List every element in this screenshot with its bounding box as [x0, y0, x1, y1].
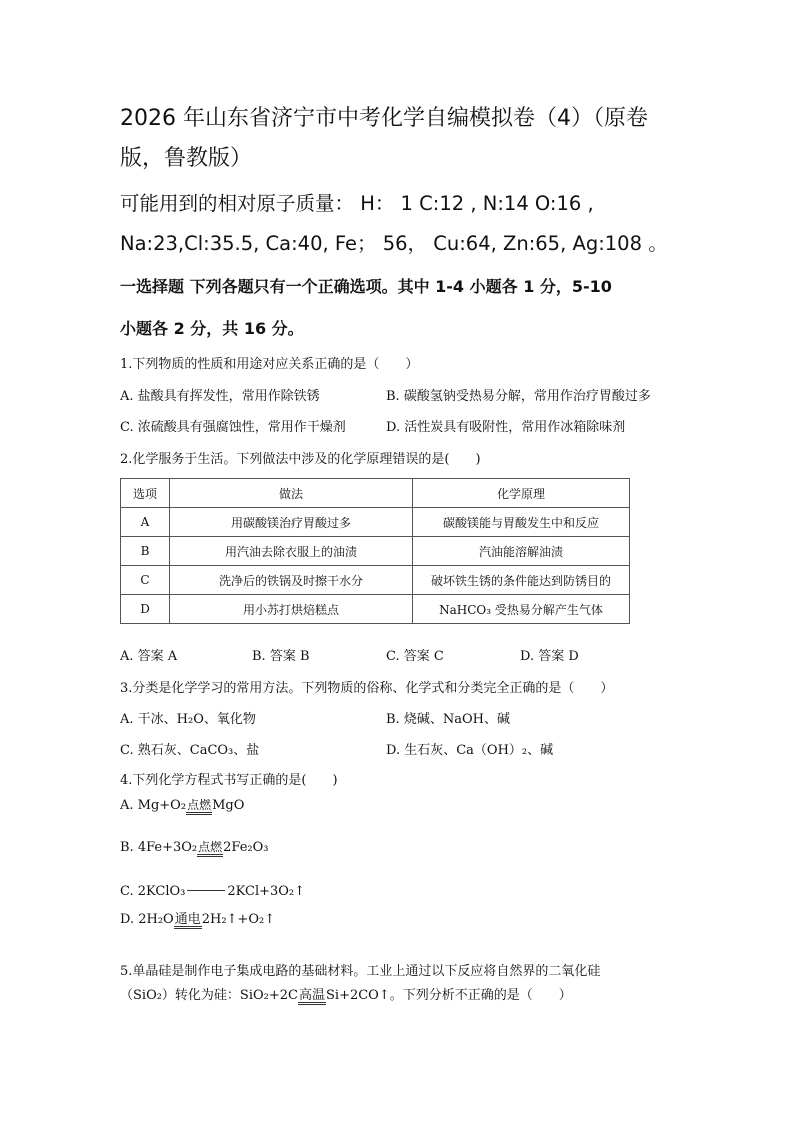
question-2-option-d[interactable]: D. 答案 D: [520, 649, 579, 664]
table-header: 做法: [170, 479, 413, 508]
question-2-option-c[interactable]: C. 答案 C: [386, 649, 444, 664]
question-4-stem: 4.下列化学方程式书写正确的是( ): [120, 773, 338, 788]
equation-products: Si+2CO↑。下列分析不正确的是（ ）: [326, 988, 572, 1003]
question-2-stem: 2.化学服务于生活。下列做法中涉及的化学原理错误的是( ): [120, 452, 481, 467]
table-row: [121, 595, 630, 624]
reaction-condition: 通电: [174, 912, 201, 927]
reaction-condition: 点燃: [197, 841, 223, 857]
page-title-continued: 版，鲁教版）: [120, 146, 253, 171]
question-3-stem: 3.分类是化学学习的常用方法。下列物质的俗称、化学式和分类完全正确的是（ ）: [120, 681, 614, 696]
table-row: [121, 537, 630, 566]
question-5-stem-continued: [120, 984, 572, 1005]
reaction-condition: 高温: [298, 988, 325, 1003]
question-1-option-b[interactable]: B. 碳酸氢钠受热易分解，常用作治疗胃酸过多: [386, 389, 651, 404]
question-2-option-b[interactable]: B. 答案 B: [252, 649, 310, 664]
reaction-condition: 点燃: [186, 799, 212, 815]
table-cell: A: [121, 508, 170, 537]
table-cell: 碳酸镁能与胃酸发生中和反应: [413, 508, 630, 537]
section-heading: 一选择题 下列各题只有一个正确选项。其中 1-4 小题各 1 分，5-10: [120, 277, 612, 296]
question-4-option-c[interactable]: [120, 884, 305, 899]
atomic-mass-line-1: 可能用到的相对原子质量： H： 1 C:12 , N:14 O:16 ,: [120, 192, 594, 215]
question-4-option-d[interactable]: [120, 912, 275, 929]
question-3-option-d[interactable]: D. 生石灰、Ca（OH）₂、碱: [386, 743, 554, 758]
equation-products: 2KCl+3O₂↑: [227, 884, 306, 899]
table-cell: B: [121, 537, 170, 566]
equation-reactants: D. 2H₂O: [120, 912, 174, 927]
table-header: 选项: [121, 479, 170, 508]
table-cell: NaHCO₃ 受热易分解产生气体: [413, 595, 630, 624]
equation-reactants: （SiO₂）转化为硅：SiO₂+2C: [120, 988, 298, 1003]
table-row: [121, 566, 630, 595]
question-1-option-a[interactable]: A. 盐酸具有挥发性，常用作除铁锈: [120, 389, 320, 404]
table-cell: 用汽油去除衣服上的油渍: [170, 537, 413, 566]
section-heading-continued: 小题各 2 分，共 16 分。: [120, 319, 304, 338]
atomic-mass-line-2: Na:23,Cl:35.5, Ca:40, Fe； 56， Cu:64, Zn:65, Ag:108 。: [120, 232, 668, 255]
question-3-option-c[interactable]: C. 熟石灰、CaCO₃、盐: [120, 743, 260, 758]
table-cell: 洗净后的铁锅及时擦干水分: [170, 566, 413, 595]
question-1-option-d[interactable]: D. 活性炭具有吸附性，常用作冰箱除味剂: [386, 420, 626, 435]
equation-reactants: A. Mg+O₂: [120, 798, 187, 813]
equation-products: MgO: [212, 798, 245, 813]
equation-line: [187, 890, 225, 891]
question-5-stem: 5.单晶硅是制作电子集成电路的基础材料。工业上通过以下反应将自然界的二氧化硅: [120, 964, 601, 979]
table-row: [121, 508, 630, 537]
question-3-option-b[interactable]: B. 烧碱、NaOH、碱: [386, 712, 510, 727]
question-2-option-a[interactable]: A. 答案 A: [120, 649, 178, 664]
equation-products: 2Fe₂O₃: [223, 840, 269, 855]
question-4-option-b[interactable]: [120, 840, 269, 857]
question-1-option-c[interactable]: C. 浓硫酸具有强腐蚀性，常用作干燥剂: [120, 420, 346, 435]
table-header: 化学原理: [413, 479, 630, 508]
table-cell: 汽油能溶解油渍: [413, 537, 630, 566]
equation-reactants: B. 4Fe+3O₂: [120, 840, 198, 855]
question-1-stem: 1.下列物质的性质和用途对应关系正确的是（ ）: [120, 357, 419, 372]
table-cell: 用碳酸镁治疗胃酸过多: [170, 508, 413, 537]
question-3-option-a[interactable]: A. 干冰、H₂O、氧化物: [120, 712, 256, 727]
table-cell: 破坏铁生锈的条件能达到防锈目的: [413, 566, 630, 595]
equation-products: 2H₂↑+O₂↑: [201, 912, 276, 927]
equation-reactants: C. 2KClO₃: [120, 884, 186, 899]
table-cell: 用小苏打烘焙糕点: [170, 595, 413, 624]
table-cell: D: [121, 595, 170, 624]
question-2-table: [120, 478, 630, 624]
table-cell: C: [121, 566, 170, 595]
page-title: 2026 年山东省济宁市中考化学自编模拟卷（4）（原卷: [120, 106, 648, 131]
question-4-option-a[interactable]: [120, 798, 244, 815]
table-header-row: [121, 479, 630, 508]
